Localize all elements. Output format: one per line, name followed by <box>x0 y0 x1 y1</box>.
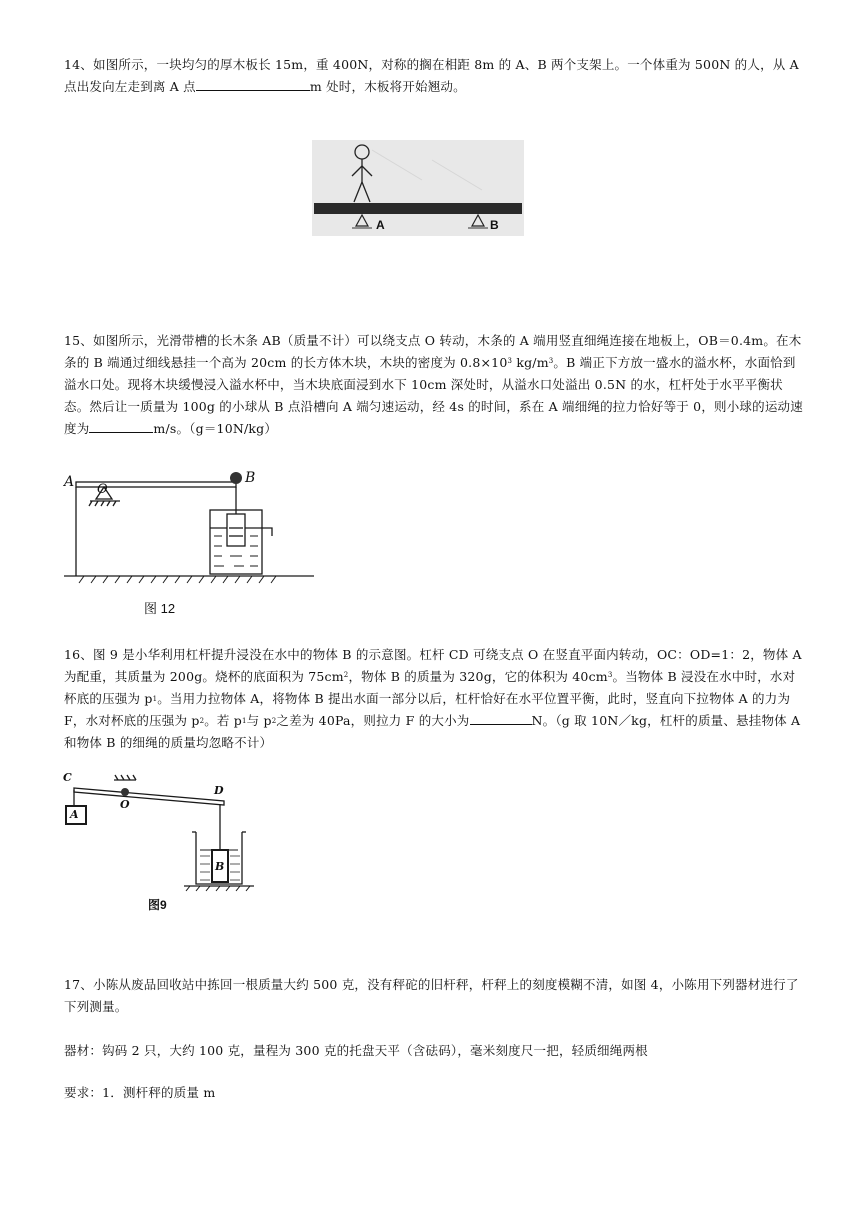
q15-text-2: kg/m <box>512 355 549 370</box>
question-17 <box>64 974 804 1018</box>
q16-text-3: 。当物体 B 浸没在水中时，水对杯底的压强为 p <box>64 669 796 706</box>
q16-figure <box>64 768 274 918</box>
q14-text-before: 14、如图所示，一块均匀的厚木板长 15m，重 400N，对称的搁在相距 8m 的 A、B 两个支架上。一个体重为 500N 的人，从 A 点出发向左走到离 A 点 <box>64 57 799 94</box>
q16-text-4: 。当用力拉物体 A，将物体 B 提出水面一部分以后，杠杆恰好在水平位置平衡，此时，竖直向下拉物体 A 的力为 F，水对杯底的压强为 p <box>64 691 791 728</box>
q14-answer-blank[interactable] <box>196 76 310 91</box>
q16-answer-blank[interactable] <box>470 710 532 725</box>
q16-exp-2: 3 <box>607 671 613 679</box>
question-15 <box>64 330 804 440</box>
q14-label-a: A <box>376 218 385 232</box>
q15-answer-blank[interactable] <box>89 418 153 433</box>
q16-sub-4: 2 <box>271 717 277 725</box>
q15-text-1: 15、如图所示，光滑带槽的长木条 AB（质量不计）可以绕支点 O 转动，木条的 A 端用竖直细绳连接在地板上，OB＝0.4m。在木条的 B 端通过细线悬挂一个高为 20cm 的长方体木块，木块的密度为 0.8×10 <box>64 333 802 370</box>
q15-exp-2: 3 <box>548 357 554 365</box>
q15-label-b: B <box>245 470 256 486</box>
q16-label-c: C <box>63 771 72 784</box>
q16-label-o: O <box>120 798 130 811</box>
q15-fig-caption: 图 12 <box>144 601 176 616</box>
q17-equipment: 器材：钩码 2 只，大约 100 克，量程为 300 克的托盘天平（含砝码），毫米刻度尺一把，轻质细绳两根 <box>64 1043 648 1058</box>
q16-sub-3: 1 <box>242 717 247 725</box>
q14-figure <box>312 140 524 236</box>
q16-label-d: D <box>214 784 224 797</box>
q16-fig-caption: 图9 <box>148 898 167 912</box>
q16-sub-1: 1 <box>152 695 158 703</box>
q16-sub-2: 2 <box>199 717 205 725</box>
q16-text-5: 。若 p <box>204 713 242 728</box>
q15-label-o: O <box>97 482 108 497</box>
q16-pivot <box>121 788 129 796</box>
q14-label-b: B <box>490 218 499 232</box>
question-16 <box>64 644 804 754</box>
q15-ball <box>230 472 242 484</box>
q14-text-after: m 处时，木板将开始翘动。 <box>309 79 466 94</box>
q15-exp-1: 3 <box>507 357 513 365</box>
q15-label-a: A <box>64 474 75 490</box>
q15-text-4: m/s。（g＝10N/kg） <box>153 421 278 436</box>
q16-label-a: A <box>70 808 79 821</box>
question-14 <box>64 54 804 98</box>
q17-requirement: 要求：1．测杆秤的质量 m <box>64 1085 216 1100</box>
q16-text-1: 16、图 9 是小华利用杠杆提升浸没在水中的物体 B 的示意图。杠杆 CD 可绕支点 O 在竖直平面内转动，OC：OD=1：2，物体 A 为配重，其质量为 200g。烧杯的底面积为 75cm <box>64 647 802 684</box>
q15-text-3: 。B 端正下方放一盛水的溢水杯，水面恰到溢水口处。现将木块缓慢浸入溢水杯中，当木块底面浸到水下 10cm 深处时，从溢水口处溢出 0.5N 的水，杠杆处于水平平衡状态。然后让一质量为 100g 的小球从 B 点沿槽向 A 端匀速运动，经 4s 的时间，系在 A 端细绳的拉力恰好等于 0，则小球的运动速度为 <box>64 355 803 436</box>
q16-exp-1: 2 <box>343 671 349 679</box>
q17-text: 17、小陈从废品回收站中拣回一根质量大约 500 克，没有秤砣的旧杆秤，杆秤上的刻度模糊不清，如图 4，小陈用下列器材进行了下列测量。 <box>64 977 799 1014</box>
q16-text-2: ，物体 B 的质量为 320g，它的体积为 40cm <box>348 669 608 684</box>
q16-text-6: 与 p <box>246 713 272 728</box>
q15-figure <box>64 468 314 618</box>
q16-text-7: 之差为 40Pa，则拉力 F 的大小为 <box>276 713 470 728</box>
q16-text-8: N。（g 取 10N／kg，杠杆的质量、悬挂物体 A 和物体 B 的细绳的质量均忽略不计） <box>64 713 801 750</box>
q16-label-b: B <box>215 860 225 873</box>
